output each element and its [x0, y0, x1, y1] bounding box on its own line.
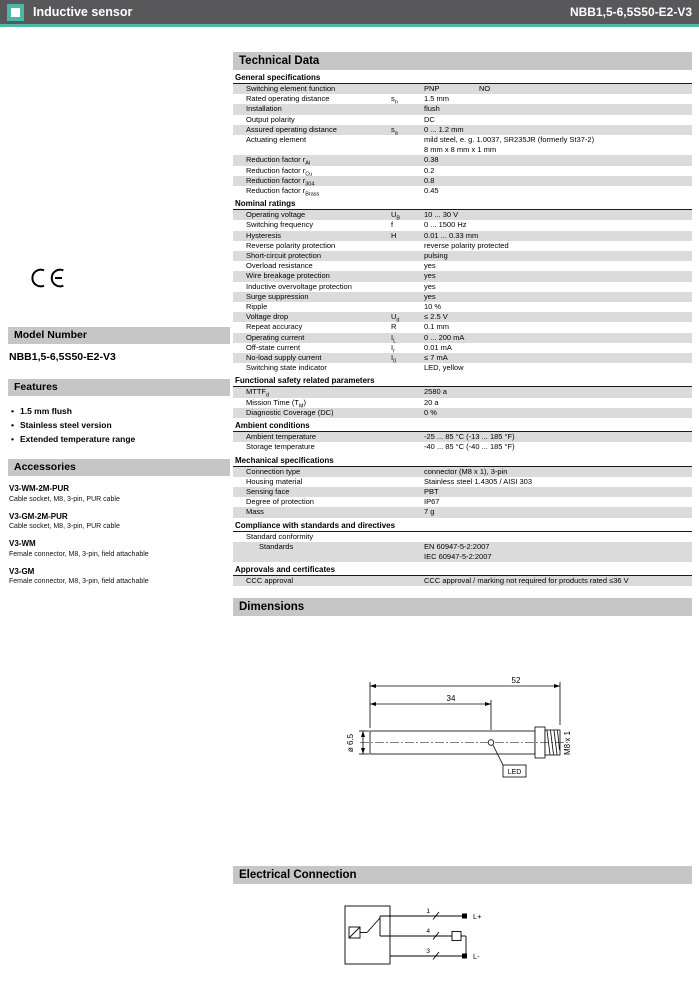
spec-row	[233, 333, 692, 343]
page-title: Inductive sensor	[33, 5, 133, 19]
spec-label: Standard conformity	[246, 531, 314, 541]
header-bar	[0, 0, 699, 24]
spec-label: Switching state indicator	[246, 363, 327, 373]
spec-row	[233, 442, 692, 452]
brand-logo-icon	[7, 4, 24, 21]
product-code: NBB1,5-6,5S50-E2-V3	[569, 5, 692, 19]
spec-label: Reverse polarity protection	[246, 240, 336, 250]
spec-value: 1.5 mm	[424, 94, 450, 104]
spec-value: 10 %	[424, 302, 442, 312]
model-number-header: Model Number	[8, 327, 230, 344]
spec-value: pulsing	[424, 251, 448, 261]
spec-section-header: Ambient conditions	[233, 420, 692, 432]
spec-label: Reduction factor $r_{304}$	[246, 175, 315, 188]
spec-value: 0.01 ... 0.33 mm	[424, 230, 479, 240]
spec-row	[233, 210, 692, 220]
spec-value: 0.2	[424, 165, 435, 175]
accessory-desc: Cable socket, M8, 3-pin, PUR cable	[9, 495, 120, 503]
spec-section-header: Approvals and certificates	[233, 564, 692, 576]
spec-label: Mass	[246, 507, 264, 517]
spec-row	[233, 155, 692, 165]
spec-value: mild steel, e. g. 1.0037, SR235JR (formerly St37-2) 8 mm x 8 mm x 1 mm	[424, 135, 595, 155]
spec-label: $MTTF_d$	[246, 387, 270, 399]
spec-value: 0 %	[424, 407, 437, 417]
spec-label: Output polarity	[246, 114, 295, 124]
spec-value: CCC approval / marking not required for products rated ≤36 V	[424, 576, 629, 586]
thread-label: M8 x 1	[563, 731, 572, 756]
spec-label: Mission Time $(T_M)$	[246, 397, 307, 410]
spec-row	[233, 241, 692, 251]
spec-value: EN 60947-5-2:2007 IEC 60947-5-2:2007	[424, 541, 492, 561]
page-content	[0, 27, 699, 980]
spec-label: Reduction factor $r_{Cu}$	[246, 165, 313, 178]
spec-row	[233, 363, 692, 373]
accessory-desc: Cable socket, M8, 3-pin, PUR cable	[9, 523, 120, 530]
spec-row	[233, 166, 692, 176]
spec-label: Switching frequency	[246, 220, 314, 230]
spec-value: 0 ... 200 mA	[424, 332, 465, 342]
spec-row	[233, 186, 692, 196]
accessory-desc: Female connector, M8, 3-pin, field attachable	[9, 550, 149, 558]
spec-label: Repeat accuracy	[246, 322, 303, 332]
spec-value: 7 g	[424, 507, 435, 517]
accessories-list	[9, 484, 233, 586]
accessories-header: Accessories	[8, 459, 230, 476]
accessory-name: V3-WM	[9, 539, 36, 548]
ce-mark	[28, 265, 233, 296]
spec-value: -40 ... 85 °C (-40 ... 185 °F)	[424, 442, 515, 452]
spec-label: Assured operating distance	[246, 124, 337, 134]
spec-value: DC	[424, 114, 435, 124]
dimensions-title: Dimensions	[233, 598, 692, 616]
spec-section-header: Compliance with standards and directives	[233, 520, 692, 532]
l-plus-label: L+	[473, 912, 482, 922]
spec-row	[233, 408, 692, 418]
spec-value: 20 a	[424, 397, 439, 407]
spec-row	[233, 176, 692, 186]
spec-section-header: Functional safety related parameters	[233, 375, 692, 387]
spec-row	[233, 542, 692, 562]
spec-row	[233, 220, 692, 230]
spec-symbol: $I_r$	[391, 342, 395, 355]
spec-row	[233, 125, 692, 135]
spec-label: Diagnostic Coverage (DC)	[246, 407, 334, 417]
pin-4-label: 4	[426, 928, 430, 936]
features-header: Features	[8, 379, 230, 396]
spec-label: Actuating element	[246, 135, 307, 145]
spec-value: IP67	[424, 497, 440, 507]
spec-value: 2580 a	[424, 387, 447, 397]
spec-section-header: Mechanical specifications	[233, 455, 692, 467]
spec-symbol: $I_L$	[391, 332, 397, 345]
spec-label: Installation	[246, 104, 282, 114]
spec-label: Short-circuit protection	[246, 251, 322, 261]
spec-label: Surge suppression	[246, 291, 309, 301]
spec-value: 0.45	[424, 186, 439, 196]
spec-row	[233, 387, 692, 397]
brand-logo-inner	[11, 8, 20, 17]
spec-section-header: Nominal ratings	[233, 198, 692, 210]
spec-row	[233, 115, 692, 125]
spec-row	[233, 507, 692, 517]
spec-label: Standards	[259, 541, 294, 551]
spec-row	[233, 104, 692, 114]
spec-symbol: $U_d$	[391, 312, 400, 324]
spec-label: Wire breakage protection	[246, 271, 330, 281]
spec-value: yes	[424, 271, 436, 281]
spec-row	[233, 94, 692, 104]
spec-label: Reduction factor $r_{Brass}$	[246, 186, 320, 198]
spec-value: 0.1 mm	[424, 322, 450, 332]
spec-label: CCC approval	[246, 576, 294, 586]
spec-label: Ambient temperature	[246, 432, 317, 442]
spec-value: 0.8	[424, 175, 435, 185]
spec-row	[233, 487, 692, 497]
spec-row	[233, 312, 692, 322]
spec-value: LED, yellow	[424, 363, 464, 373]
spec-value: 0 ... 1500 Hz	[424, 220, 467, 230]
spec-label: Sensing face	[246, 486, 290, 496]
model-number: NBB1,5-6,5S50-E2-V3	[9, 351, 116, 363]
spec-symbol: $s_n$	[391, 94, 398, 106]
spec-row	[233, 135, 692, 155]
spec-symbol: $s_a$	[391, 124, 398, 137]
spec-section-header: General specifications	[233, 72, 692, 84]
spec-row	[233, 532, 692, 542]
spec-label: Storage temperature	[246, 442, 315, 452]
spec-label: Reduction factor $r_{Al}$	[246, 155, 311, 167]
dim-overall-label: 52	[511, 676, 521, 686]
spec-label: No-load supply current	[246, 353, 322, 363]
dimension-drawing-svg	[233, 616, 692, 866]
spec-label: Connection type	[246, 466, 301, 476]
pin-3-label: 3	[426, 948, 430, 956]
pin-1-label: 1	[426, 908, 430, 916]
spec-value: ≤ 2.5 V	[424, 312, 448, 322]
led-label: LED	[507, 769, 522, 777]
spec-row	[233, 477, 692, 487]
spec-row	[233, 271, 692, 281]
spec-value: -25 ... 85 °C (-13 ... 185 °F)	[424, 432, 515, 442]
spec-value: flush	[424, 104, 440, 114]
technical-data-panel	[233, 52, 692, 980]
spec-value: ≤ 7 mA	[424, 353, 448, 363]
accessory-name: V3-GM	[9, 566, 35, 576]
spec-value: 0.01 mA	[424, 342, 452, 352]
feature-item: • Extended temperature range	[11, 432, 233, 446]
spec-label: Off-state current	[246, 342, 301, 352]
spec-value: yes	[424, 281, 436, 291]
spec-symbol: H	[391, 230, 397, 240]
accessory-name: V3-GM-2M-PUR	[9, 511, 68, 521]
spec-value: reverse polarity protected	[424, 240, 509, 250]
wiring-diagram-svg	[233, 884, 692, 980]
accessory-desc: Female connector, M8, 3-pin, field attachable	[9, 578, 149, 585]
feature-item: • Stainless steel version	[11, 418, 233, 432]
spec-label: Operating voltage	[246, 210, 306, 220]
technical-data-title: Technical Data	[233, 52, 692, 70]
spec-row	[233, 251, 692, 261]
spec-row	[233, 398, 692, 408]
spec-label: Switching element function	[246, 84, 336, 93]
spec-value: PNP NO	[424, 84, 491, 93]
spec-value: 0.38	[424, 155, 439, 165]
spec-row	[233, 467, 692, 477]
spec-row	[233, 84, 692, 94]
spec-label: Voltage drop	[246, 312, 289, 322]
spec-row	[233, 576, 692, 586]
spec-symbol: $I_0$	[391, 353, 397, 365]
spec-label: Ripple	[246, 302, 268, 312]
spec-row	[233, 302, 692, 312]
dimension-drawing	[233, 616, 692, 866]
features-list	[11, 404, 233, 446]
electrical-connection-title: Electrical Connection	[233, 866, 692, 884]
spec-value: yes	[424, 291, 436, 301]
spec-value: connector (M8 x 1), 3-pin	[424, 466, 508, 476]
spec-label: Degree of protection	[246, 497, 314, 507]
spec-label: Housing material	[246, 476, 303, 486]
diameter-label: ø 6.5	[346, 734, 355, 753]
spec-label: Operating current	[246, 332, 305, 342]
spec-row	[233, 282, 692, 292]
spec-row	[233, 261, 692, 271]
spec-table	[233, 72, 692, 586]
spec-symbol: $U_B$	[391, 210, 401, 222]
spec-row	[233, 497, 692, 507]
spec-row	[233, 292, 692, 302]
spec-value: Stainless steel 1.4305 / AISI 303	[424, 476, 532, 486]
spec-row	[233, 343, 692, 353]
dim-barrel-label: 34	[446, 694, 456, 704]
spec-row	[233, 231, 692, 241]
wiring-diagram	[233, 884, 692, 980]
spec-label: Inductive overvoltage protection	[246, 281, 352, 291]
ce-mark-icon	[28, 265, 68, 291]
spec-label: Overload resistance	[246, 261, 313, 271]
spec-symbol: R	[391, 322, 397, 332]
spec-label: Hysteresis	[246, 230, 282, 240]
left-sidebar	[0, 52, 233, 980]
spec-label: Rated operating distance	[246, 94, 330, 104]
spec-row	[233, 322, 692, 332]
spec-symbol: f	[391, 220, 394, 230]
spec-value: 10 ... 30 V	[424, 210, 459, 220]
spec-value: 0 ... 1.2 mm	[424, 124, 464, 134]
spec-value: yes	[424, 261, 436, 271]
spec-row	[233, 432, 692, 442]
spec-row	[233, 353, 692, 363]
l-minus-label: L-	[473, 952, 480, 962]
feature-item: • 1.5 mm flush	[11, 404, 233, 418]
spec-value: PBT	[424, 486, 439, 496]
accessory-name: V3-WM-2M-PUR	[9, 484, 69, 493]
